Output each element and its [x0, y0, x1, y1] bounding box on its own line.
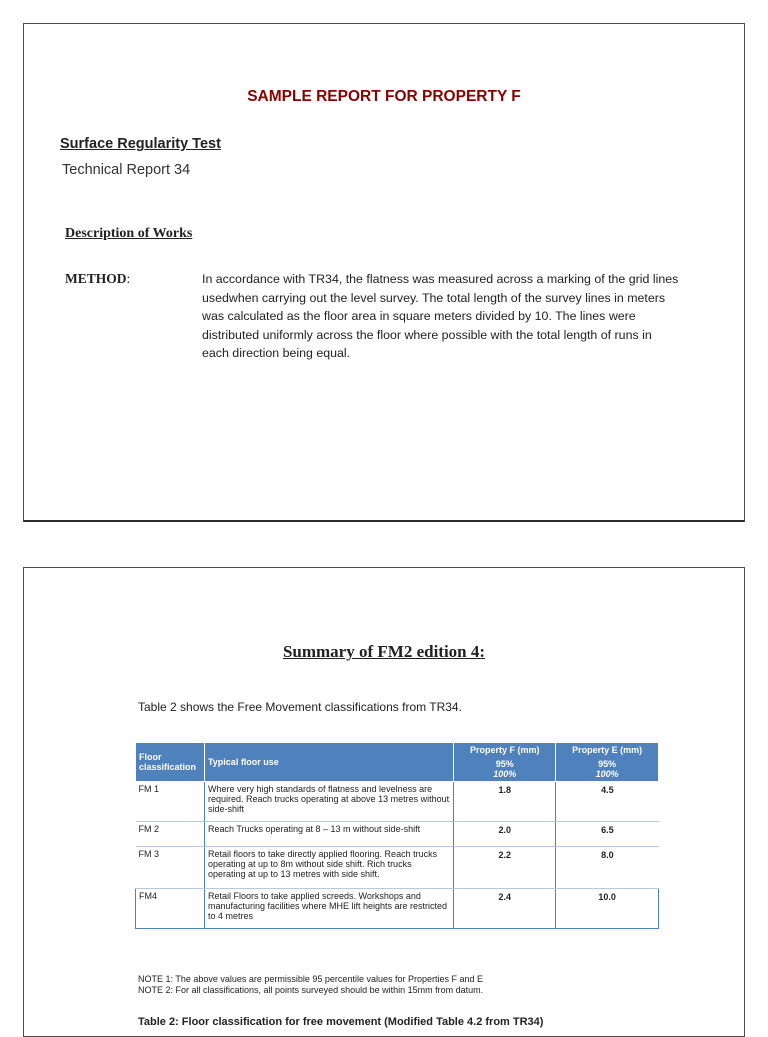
- cell-classification: FM 2: [136, 822, 205, 847]
- method-text: In accordance with TR34, the flatness was measured across a marking of the grid lines usedwhen carrying out the level survey. The total length of the survey lines in meters was calculated as the floor area in square meters divided by 10. The lines were distributed uniformly across the floor where possible with the total length of runs in each direction being equal.: [202, 272, 679, 360]
- cell-classification: FM4: [136, 889, 205, 929]
- cell-property-f: 1.8: [454, 782, 556, 822]
- section-heading: Description of Works: [65, 226, 193, 241]
- header-floor-classification: Floor classification: [136, 743, 205, 782]
- table-caption: Table 2: Floor classification for free movement (Modified Table 4.2 from TR34): [138, 1016, 544, 1028]
- method-label-text: METHOD: [65, 271, 127, 286]
- header-property-e-95: 95%: [598, 759, 617, 769]
- cell-property-e: 8.0: [556, 847, 659, 889]
- report-page-1: [23, 23, 745, 522]
- cell-classification: FM 1: [136, 782, 205, 822]
- test-subtitle: Surface Regularity Test: [60, 136, 221, 152]
- header-property-f-95: 95%: [495, 759, 514, 769]
- cell-property-f: 2.4: [454, 889, 556, 929]
- header-property-f-label: Property F (mm): [470, 745, 540, 755]
- cell-use: Where very high standards of flatness and levelness are required. Reach trucks operating at above 13 metres without side-shift: [204, 782, 453, 822]
- fm-classification-table: [135, 742, 659, 929]
- cell-use: Retail Floors to take applied screeds. Workshops and manufacturing facilities where MHE lift heights are restricted to 4 metres: [204, 889, 453, 929]
- table-row: [136, 847, 659, 889]
- cell-property-f: 2.2: [454, 847, 556, 889]
- table-header-row: [136, 743, 659, 782]
- method-colon: :: [126, 271, 131, 286]
- header-property-e-100: 100%: [595, 769, 619, 779]
- note-1: NOTE 1: The above values are permissible 95 percentile values for Properties F and E: [138, 974, 484, 984]
- table-row: [136, 822, 659, 847]
- cell-property-e: 10.0: [556, 889, 659, 929]
- report-page-2: [23, 567, 745, 1037]
- note-2: NOTE 2: For all classifications, all points surveyed should be within 15mm from datum.: [138, 985, 484, 995]
- cell-property-e: 4.5: [556, 782, 659, 822]
- method-label: [65, 271, 130, 287]
- cell-property-e: 6.5: [556, 822, 659, 847]
- header-property-e-label: Property E (mm): [572, 745, 643, 755]
- table-notes: [138, 974, 483, 996]
- report-reference: Technical Report 34: [62, 162, 191, 178]
- table-intro: Table 2 shows the Free Movement classifications from TR34.: [138, 700, 462, 714]
- cell-use: Reach Trucks operating at 8 – 13 m without side-shift: [204, 822, 453, 847]
- table-row: [136, 889, 659, 929]
- header-property-f: [454, 743, 556, 782]
- cell-classification: FM 3: [136, 847, 205, 889]
- table-row: [136, 782, 659, 822]
- header-typical-use: Typical floor use: [204, 743, 453, 782]
- cell-property-f: 2.0: [454, 822, 556, 847]
- header-property-f-100: 100%: [493, 769, 517, 779]
- summary-title: Summary of FM2 edition 4:: [282, 642, 486, 661]
- report-title: SAMPLE REPORT FOR PROPERTY F: [247, 88, 521, 105]
- cell-use: Retail floors to take directly applied flooring. Reach trucks operating at up to 8m without side shift. Rich trucks operating at up to 13 metres with side shift.: [204, 847, 453, 889]
- header-property-e: [556, 743, 659, 782]
